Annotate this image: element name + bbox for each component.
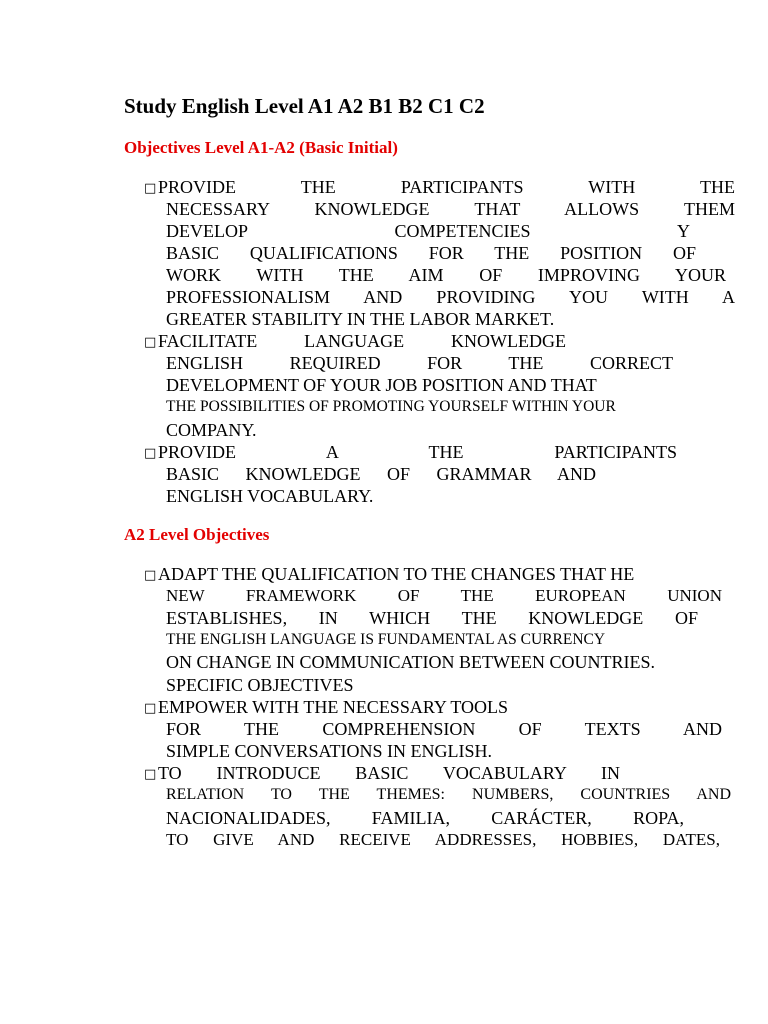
list-item: □FACILITATE LANGUAGE KNOWLEDGE — [144, 330, 566, 352]
text-line: GREATER STABILITY IN THE LABOR MARKET. — [166, 309, 555, 329]
text-line: NACIONALIDADES, FAMILIA, CARÁCTER, ROPA, — [166, 808, 684, 828]
text-line: DEVELOP COMPETENCIES Y — [166, 221, 690, 241]
bullet-icon: □ — [144, 446, 157, 461]
document-title: Study English Level A1 A2 B1 B2 C1 C2 — [124, 94, 485, 118]
bullet-icon: □ — [144, 701, 157, 716]
text-line: PROFESSIONALISM AND PROVIDING YOU WITH A — [166, 287, 735, 307]
list-item: □PROVIDE A THE PARTICIPANTS — [144, 441, 677, 463]
text-line: FOR THE COMPREHENSION OF TEXTS AND — [166, 719, 722, 739]
text-line: SPECIFIC OBJECTIVES — [166, 675, 354, 695]
text-line: SIMPLE CONVERSATIONS IN ENGLISH. — [166, 741, 493, 761]
text-line: RELATION TO THE THEMES: NUMBERS, COUNTRIES AND — [166, 786, 731, 803]
text-line: BASIC KNOWLEDGE OF GRAMMAR AND — [166, 464, 596, 484]
text-line: ENGLISH VOCABULARY. — [166, 486, 374, 506]
bullet-icon: □ — [144, 335, 157, 350]
bullet-icon: □ — [144, 568, 157, 583]
text-line: ENGLISH REQUIRED FOR THE CORRECT — [166, 353, 673, 373]
list-item: □TO INTRODUCE BASIC VOCABULARY IN — [144, 762, 620, 784]
text-line: DEVELOPMENT OF YOUR JOB POSITION AND THAT — [166, 375, 597, 395]
section-heading-a1-a2: Objectives Level A1-A2 (Basic Initial) — [124, 138, 398, 157]
text-line: THE POSSIBILITIES OF PROMOTING YOURSELF WITHIN YOUR — [166, 398, 616, 415]
list-item: □PROVIDE THE PARTICIPANTS WITH THE — [144, 176, 735, 198]
text-line: WORK WITH THE AIM OF IMPROVING YOUR — [166, 265, 726, 285]
text-line: NECESSARY KNOWLEDGE THAT ALLOWS THEM — [166, 199, 735, 219]
section-heading-a2: A2 Level Objectives — [124, 525, 270, 544]
bullet-icon: □ — [144, 181, 157, 196]
list-item: □ADAPT THE QUALIFICATION TO THE CHANGES THAT HE — [144, 563, 735, 585]
list-item: □EMPOWER WITH THE NECESSARY TOOLS — [144, 696, 735, 718]
text-line: BASIC QUALIFICATIONS FOR THE POSITION OF — [166, 243, 696, 263]
text-line: ESTABLISHES, IN WHICH THE KNOWLEDGE OF — [166, 608, 698, 628]
text-line: TO GIVE AND RECEIVE ADDRESSES, HOBBIES, DATES, — [166, 830, 720, 849]
text-line: ON CHANGE IN COMMUNICATION BETWEEN COUNTRIES. — [166, 652, 655, 672]
text-line: COMPANY. — [166, 420, 257, 440]
text-line: THE ENGLISH LANGUAGE IS FUNDAMENTAL AS CURRENCY — [166, 631, 606, 648]
text-line: NEW FRAMEWORK OF THE EUROPEAN UNION — [166, 586, 722, 605]
bullet-icon: □ — [144, 767, 157, 782]
